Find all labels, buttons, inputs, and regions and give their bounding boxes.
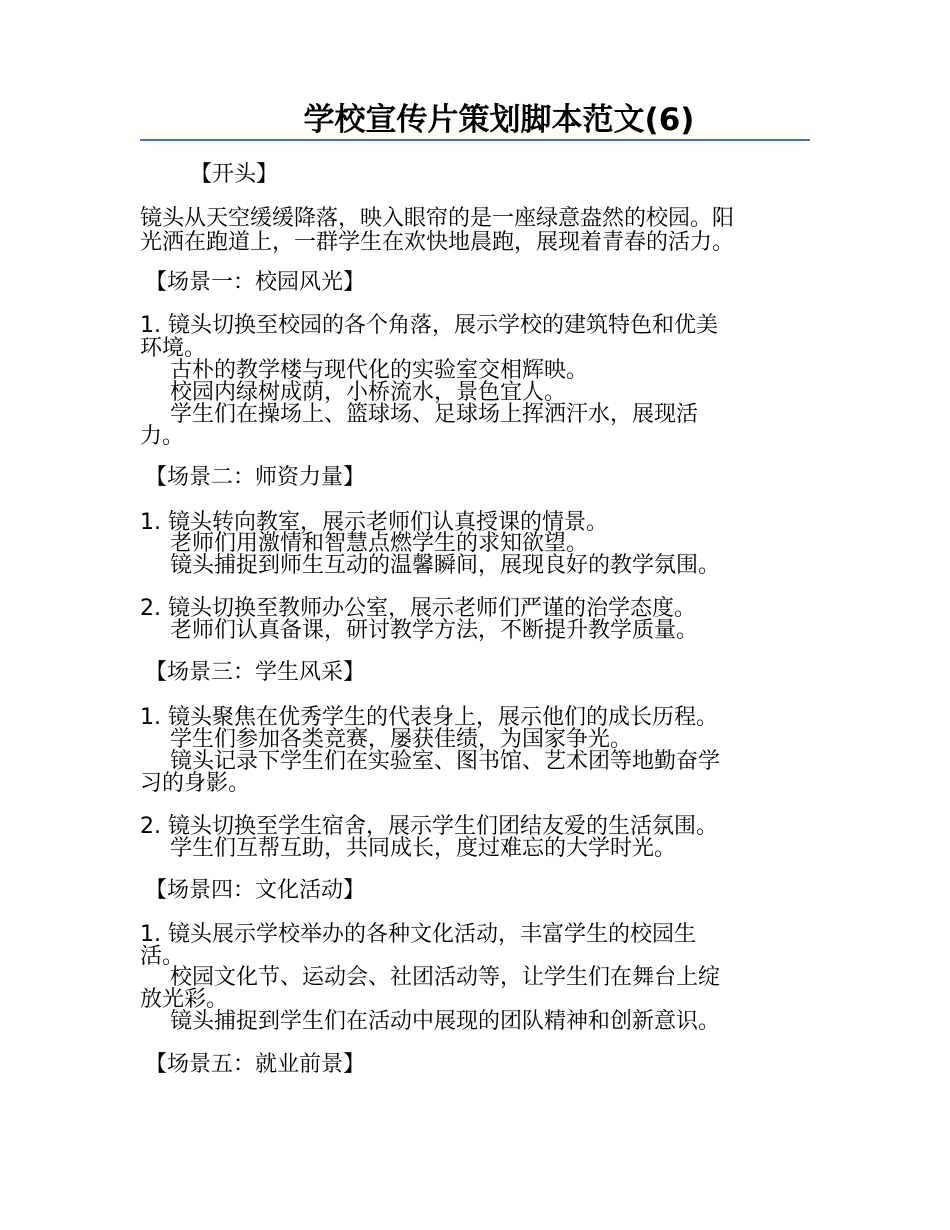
scene4-line-1: 1. 镜头展示学校举办的各种文化活动，丰富学生的校园生: [140, 922, 696, 947]
scene1-line-5: 学生们在操场上、篮球场、足球场上挥洒汗水，展现活: [170, 402, 699, 427]
scene2-line-1: 1. 镜头转向教室，展示老师们认真授课的情景。: [140, 510, 608, 535]
scene3-heading: 【场景三：学生风采】: [145, 660, 366, 685]
scene4-line-2: 活。: [140, 944, 185, 969]
scene5-heading: 【场景五：就业前景】: [145, 1052, 366, 1077]
scene3-line-1: 1. 镜头聚焦在优秀学生的代表身上，展示他们的成长历程。: [140, 705, 718, 730]
scene4-line-5: 镜头捕捉到学生们在活动中展现的团队精神和创新意识。: [170, 1009, 721, 1034]
scene3-line-6: 学生们互帮互助，共同成长，度过难忘的大学时光。: [170, 836, 677, 861]
opening-heading: 【开头】: [190, 162, 279, 187]
scene2-line-5: 老师们认真备课，研讨教学方法，不断提升教学质量。: [170, 618, 699, 643]
opening-text-line-2: 光洒在跑道上，一群学生在欢快地晨跑，展现着青春的活力。: [140, 230, 735, 255]
scene3-line-3: 镜头记录下学生们在实验室、图书馆、艺术团等地勤奋学: [170, 749, 721, 774]
scene2-heading: 【场景二：师资力量】: [145, 465, 366, 490]
scene3-line-4: 习的身影。: [140, 771, 251, 796]
scene1-line-4: 校园内绿树成荫，小桥流水，景色宜人。: [170, 380, 567, 405]
scene1-line-1: 1. 镜头切换至校园的各个角落，展示学校的建筑特色和优美: [140, 313, 718, 338]
scene1-line-2: 环境。: [140, 336, 207, 361]
opening-text-line-1: 镜头从天空缓缓降落，映入眼帘的是一座绿意盎然的校园。阳: [140, 206, 735, 231]
scene1-heading: 【场景一：校园风光】: [145, 270, 366, 295]
title-underline: [140, 139, 810, 141]
scene2-line-3: 镜头捕捉到师生互动的温馨瞬间，展现良好的教学氛围。: [170, 553, 721, 578]
scene4-heading: 【场景四：文化活动】: [145, 878, 366, 903]
scene3-line-5: 2. 镜头切换至学生宿舍，展示学生们团结友爱的生活氛围。: [140, 814, 718, 839]
document-title: 学校宣传片策划脚本范文(6): [303, 102, 695, 138]
scene4-line-4: 放光彩。: [140, 987, 229, 1012]
scene2-line-4: 2. 镜头切换至教师办公室，展示老师们严谨的治学态度。: [140, 596, 696, 621]
scene3-line-2: 学生们参加各类竞赛，屡获佳绩，为国家争光。: [170, 727, 633, 752]
scene1-line-6: 力。: [140, 424, 185, 449]
scene1-line-3: 古朴的教学楼与现代化的实验室交相辉映。: [170, 358, 589, 383]
scene4-line-3: 校园文化节、运动会、社团活动等，让学生们在舞台上绽: [170, 965, 721, 990]
scene2-line-2: 老师们用激情和智慧点燃学生的求知欲望。: [170, 531, 589, 556]
